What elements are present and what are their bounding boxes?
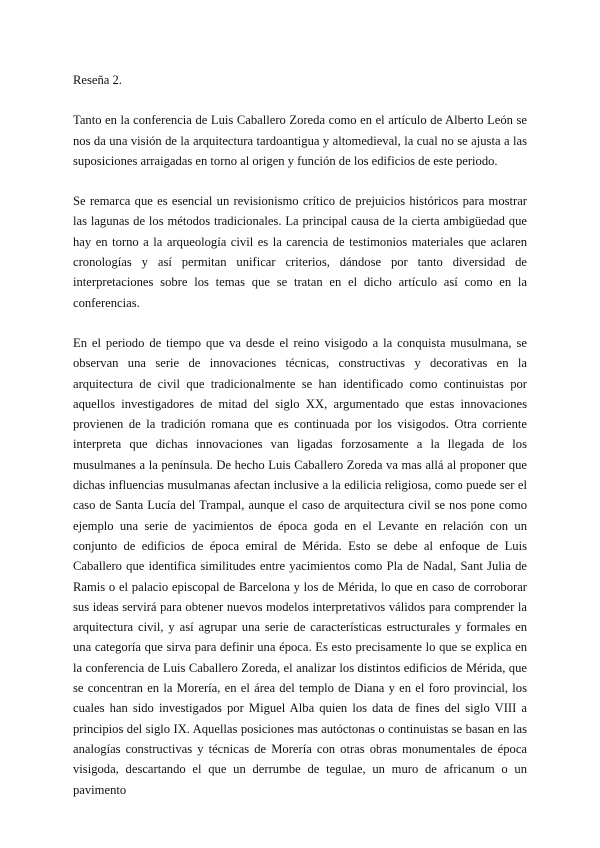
document-body <box>73 70 527 820</box>
paragraph-innovations: En el periodo de tiempo que va desde el reino visigodo a la conquista musulmana, se observan una serie de innovaciones técnicas, constructivas y decorativas en la arquitectura de civil que tradicionalmente se han identificado como continuistas por aquellos investigadores de mitad del siglo XX, argumentado que estas innovaciones provienen de la tradición romana que es continuada por los visigodos. Otra corriente interpreta que dichas innovaciones van ligadas forzosamente a la llegada de los musulmanes a la península. De hecho Luis Caballero Zoreda va mas allá al proponer que dichas influencias musulmanas afectan inclusive a la edilicia religiosa, como puede ser el caso de Santa Lucía del Trampal, aunque el caso de arquitectura civil se nos pone como ejemplo una serie de yacimientos de época goda en el Levante en relación con un conjunto de edificios de época emiral de Mérida. Esto se debe al enfoque de Luis Caballero que identifica similitudes entre yacimientos como Pla de Nadal, Sant Julia de Ramis o el palacio episcopal de Barcelona y los de Mérida, lo que en caso de corroborar sus ideas servirá para obtener nuevos modelos interpretativos válidos para comprender la arquitectura civil, y así agrupar una serie de características estructurales y formales en una categoría que sirva para definir una época. Es esto precisamente lo que se explica en la conferencia de Luis Caballero Zoreda, el analizar los distintos edificios de Mérida, que se concentran en la Morería, en el área del templo de Diana y en el foro provincial, los cuales han sido investigados por Miguel Alba quien los data de fines del siglo VIII a principios del siglo IX. Aquellas posiciones mas autóctonas o continuistas se basan en las analogías constructivas y técnicas de Morería con otras obras monumentales de época visigoda, descartando el que un derrumbe de tegulae, un muro de africanum o un pavimento <box>73 335 527 797</box>
document-title: Reseña 2. <box>73 73 122 87</box>
paragraph-revisionism: Se remarca que es esencial un revisionismo crítico de prejuicios históricos para mostrar las lagunas de los métodos tradicionales. La principal causa de la cierta ambigüedad que hay en torno a la arqueología civil es la carencia de testimonios materiales que aclaren cronologías y así permitan unificar criterios, dándose por tanto diversidad de interpretaciones sobre los temas que se tratan en el dicho artículo así como en la conferencias. <box>73 194 527 310</box>
paragraph-intro: Tanto en la conferencia de Luis Caballero Zoreda como en el artículo de Alberto León se nos da una visión de la arquitectura tardoantigua y altomedieval, la cual no se ajusta a las suposiciones arraigadas en torno al origen y función de los edificios de este periodo. <box>73 113 527 168</box>
